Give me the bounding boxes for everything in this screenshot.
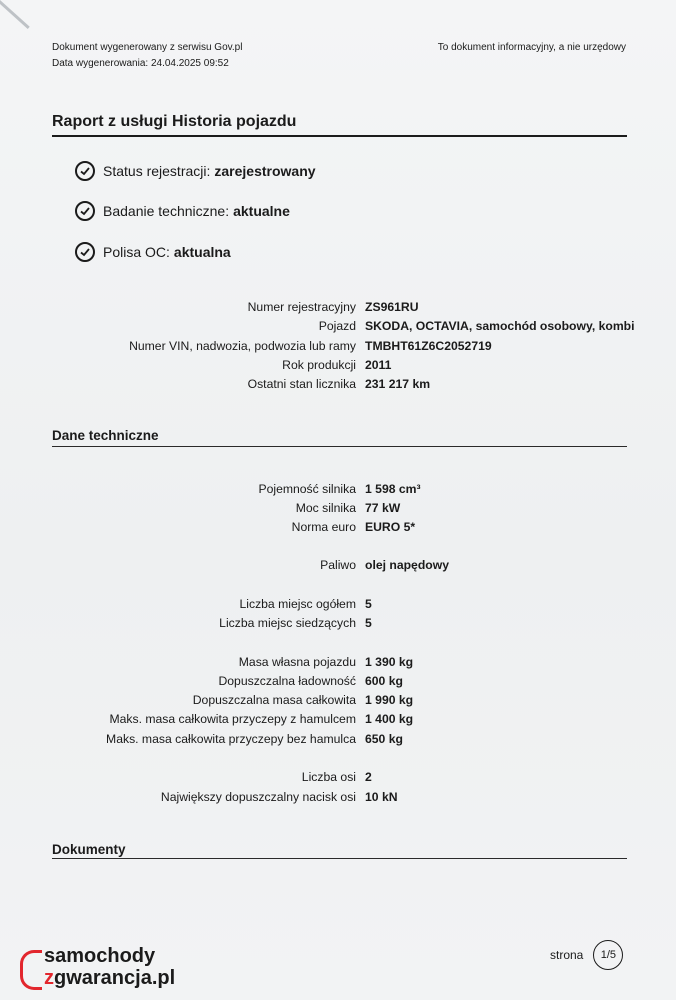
field-value: 10 kN (365, 790, 398, 804)
field-value: 1 990 kg (365, 693, 414, 707)
summary-row (0, 377, 676, 395)
field-label: Pojemność silnika (258, 482, 356, 496)
field-value: ZS961RU (365, 300, 419, 314)
field-label: Ostatni stan licznika (247, 377, 356, 391)
brand-logo (18, 945, 175, 989)
field-value: 600 kg (365, 674, 403, 688)
paper-fold-mark (0, 0, 30, 29)
status-inspection (75, 201, 290, 221)
check-circle-icon (75, 242, 95, 262)
status-label: Badanie techniczne: (103, 203, 230, 219)
summary-row (0, 339, 676, 357)
title-divider (52, 135, 627, 137)
source-line: Dokument wygenerowany z serwisu Gov.pl (52, 42, 243, 53)
field-value: 5 (365, 616, 372, 630)
status-value: aktualne (233, 203, 290, 219)
field-value: 231 217 km (365, 377, 431, 391)
section-divider (52, 858, 627, 859)
status-value: zarejestrowany (214, 163, 316, 179)
check-circle-icon (75, 161, 95, 181)
page-indicator (550, 940, 623, 970)
tech-row (0, 655, 676, 673)
page-title: Raport z usługi Historia pojazdu (52, 113, 297, 130)
field-value: 2 (365, 770, 372, 784)
field-value: 5 (365, 597, 372, 611)
brand-accent: z (44, 967, 54, 989)
page-number: 1/5 (593, 940, 623, 970)
informational-notice: To dokument informacyjny, a nie urzędowy (437, 42, 626, 53)
summary-row (0, 300, 676, 318)
section-heading-documents: Dokumenty (52, 842, 126, 857)
field-label: Dopuszczalna ładowność (218, 674, 356, 688)
field-label: Liczba miejsc siedzących (219, 616, 356, 630)
tech-row (0, 597, 676, 615)
field-value: 1 598 cm³ (365, 482, 421, 496)
summary-row (0, 358, 676, 376)
field-value: 1 390 kg (365, 655, 414, 669)
field-label: Liczba miejsc ogółem (239, 597, 356, 611)
tech-row (0, 790, 676, 808)
field-label: Rok produkcji (282, 358, 356, 372)
field-value: 650 kg (365, 732, 403, 746)
status-label: Status rejestracji: (103, 163, 211, 179)
tech-row (0, 482, 676, 500)
tech-row (0, 558, 676, 576)
tech-row (0, 501, 676, 519)
field-value: TMBHT61Z6C2052719 (365, 339, 492, 353)
field-value: EURO 5* (365, 520, 416, 534)
field-label: Paliwo (320, 558, 356, 572)
field-label: Dopuszczalna masa całkowita (192, 693, 356, 707)
generated-info (52, 40, 242, 72)
field-value: olej napędowy (365, 558, 449, 572)
tech-row (0, 732, 676, 750)
field-label: Masa własna pojazdu (238, 655, 356, 669)
field-value: 77 kW (365, 501, 401, 515)
field-label: Pojazd (318, 319, 356, 333)
status-label: Polisa OC: (103, 244, 170, 260)
tech-row (0, 616, 676, 634)
field-label: Maks. masa całkowita przyczepy bez hamulca (106, 732, 356, 746)
field-label: Liczba osi (301, 770, 356, 784)
tech-row (0, 674, 676, 692)
section-divider (52, 446, 627, 447)
check-circle-icon (75, 201, 95, 221)
status-registration (75, 161, 316, 181)
field-label: Moc silnika (295, 501, 356, 515)
status-value: aktualna (173, 244, 231, 260)
tech-row (0, 770, 676, 788)
field-label: Największy dopuszczalny nacisk osi (160, 790, 356, 804)
tech-row (0, 693, 676, 711)
tech-row (0, 712, 676, 730)
field-value: SKODA, OCTAVIA, samochód osobowy, kombi (365, 319, 635, 333)
generation-date: Data wygenerowania: 24.04.2025 09:52 (52, 58, 229, 69)
brand-line2: gwarancja.pl (54, 967, 176, 989)
brand-line1: samochody (44, 945, 156, 967)
summary-row (0, 319, 676, 337)
field-label: Maks. masa całkowita przyczepy z hamulcem (109, 712, 356, 726)
section-heading-technical: Dane techniczne (52, 428, 159, 443)
field-value: 2011 (365, 358, 392, 372)
field-label: Norma euro (291, 520, 356, 534)
status-insurance (75, 242, 231, 262)
tech-row (0, 520, 676, 538)
field-label: Numer rejestracyjny (247, 300, 356, 314)
field-label: Numer VIN, nadwozia, podwozia lub ramy (129, 339, 356, 353)
page-label: strona (550, 948, 584, 962)
field-value: 1 400 kg (365, 712, 414, 726)
